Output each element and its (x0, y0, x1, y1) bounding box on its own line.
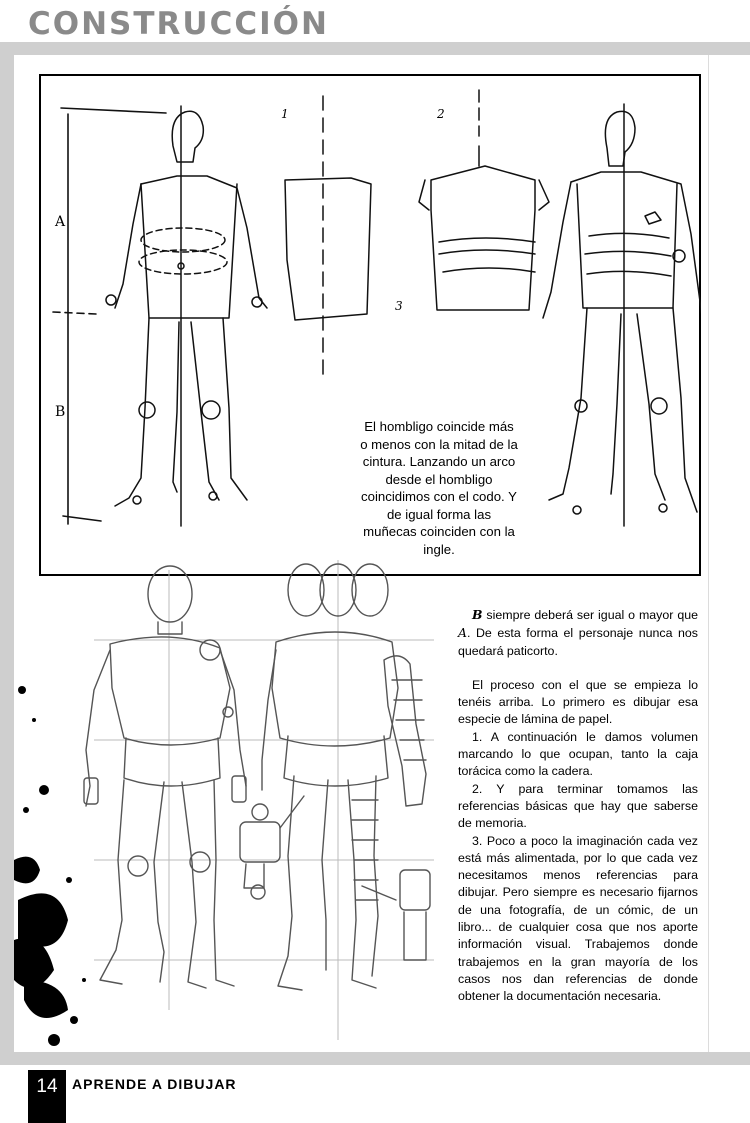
page-header (0, 0, 750, 48)
proportion-figure-frame (39, 74, 701, 576)
ink-splatter-decoration (14, 680, 94, 1060)
figure-caption: El hombligo coincide más o menos con la mitad de la cintura. Lanzando un arco desde el hombligo coincidimos con el codo. Y de igual forma las muñecas coinciden con la ingle. (360, 419, 518, 557)
label-b: B (55, 404, 66, 420)
label-1: 1 (281, 107, 289, 121)
label-a: A (55, 214, 66, 230)
guide-lines (94, 560, 434, 1040)
bottom-bar (0, 1052, 750, 1065)
paragraph-process: El proceso con el que se empieza lo tenéis arriba. Lo primero es dibujar esa especie de lámina de papel. (458, 677, 698, 727)
intro-a: A (458, 625, 467, 641)
left-bar (0, 55, 14, 1055)
figure-anatomy-sketch (543, 104, 701, 526)
label-2: 2 (437, 107, 445, 121)
paragraph-step-3: 3. Poco a poco la imaginación cada vez está más alimentada, por lo que cada vez necesitamos menos referencias para dibujar. Pero siempre es necesario fijarnos de una fotografía, de un cómic, de un libro... de cualquier cosa que nos aporte información visual. Trabajemos donde trabajemos en la gran mayoría de los casos nos dan referencias de donde obtener la documentación necesaria. (458, 833, 698, 1004)
intro-rest: . De esta forma el personaje nunca nos quedará paticorto. (458, 626, 698, 658)
body-text (458, 606, 698, 1006)
page-footer (28, 1070, 428, 1123)
figure-torso-sketch (419, 90, 549, 310)
top-bar (0, 42, 750, 55)
figure-sheet-sketch (285, 96, 371, 376)
right-margin-line (708, 55, 709, 1055)
mannequin-left (84, 566, 246, 988)
paragraph-step-1: 1. A continuación le damos volumen marcando lo que ocupan, tanto la caja torácica como la cadera. (458, 729, 698, 779)
footer-title: APRENDE A DIBUJAR (72, 1076, 237, 1092)
intro-mid: siempre deberá ser igual o mayor que (482, 608, 698, 622)
paragraph-step-2: 2. Y para terminar tomamos las referencias básicas que hay que saberse de memoria. (458, 781, 698, 831)
mannequin-right (240, 564, 430, 990)
page-number: 14 (28, 1070, 66, 1123)
label-3: 3 (395, 299, 403, 313)
intro-b: B (472, 607, 483, 622)
page-title: CONSTRUCCIÓN (28, 6, 329, 42)
figure-full-sketch (106, 106, 267, 526)
paragraph-intro (458, 606, 698, 660)
